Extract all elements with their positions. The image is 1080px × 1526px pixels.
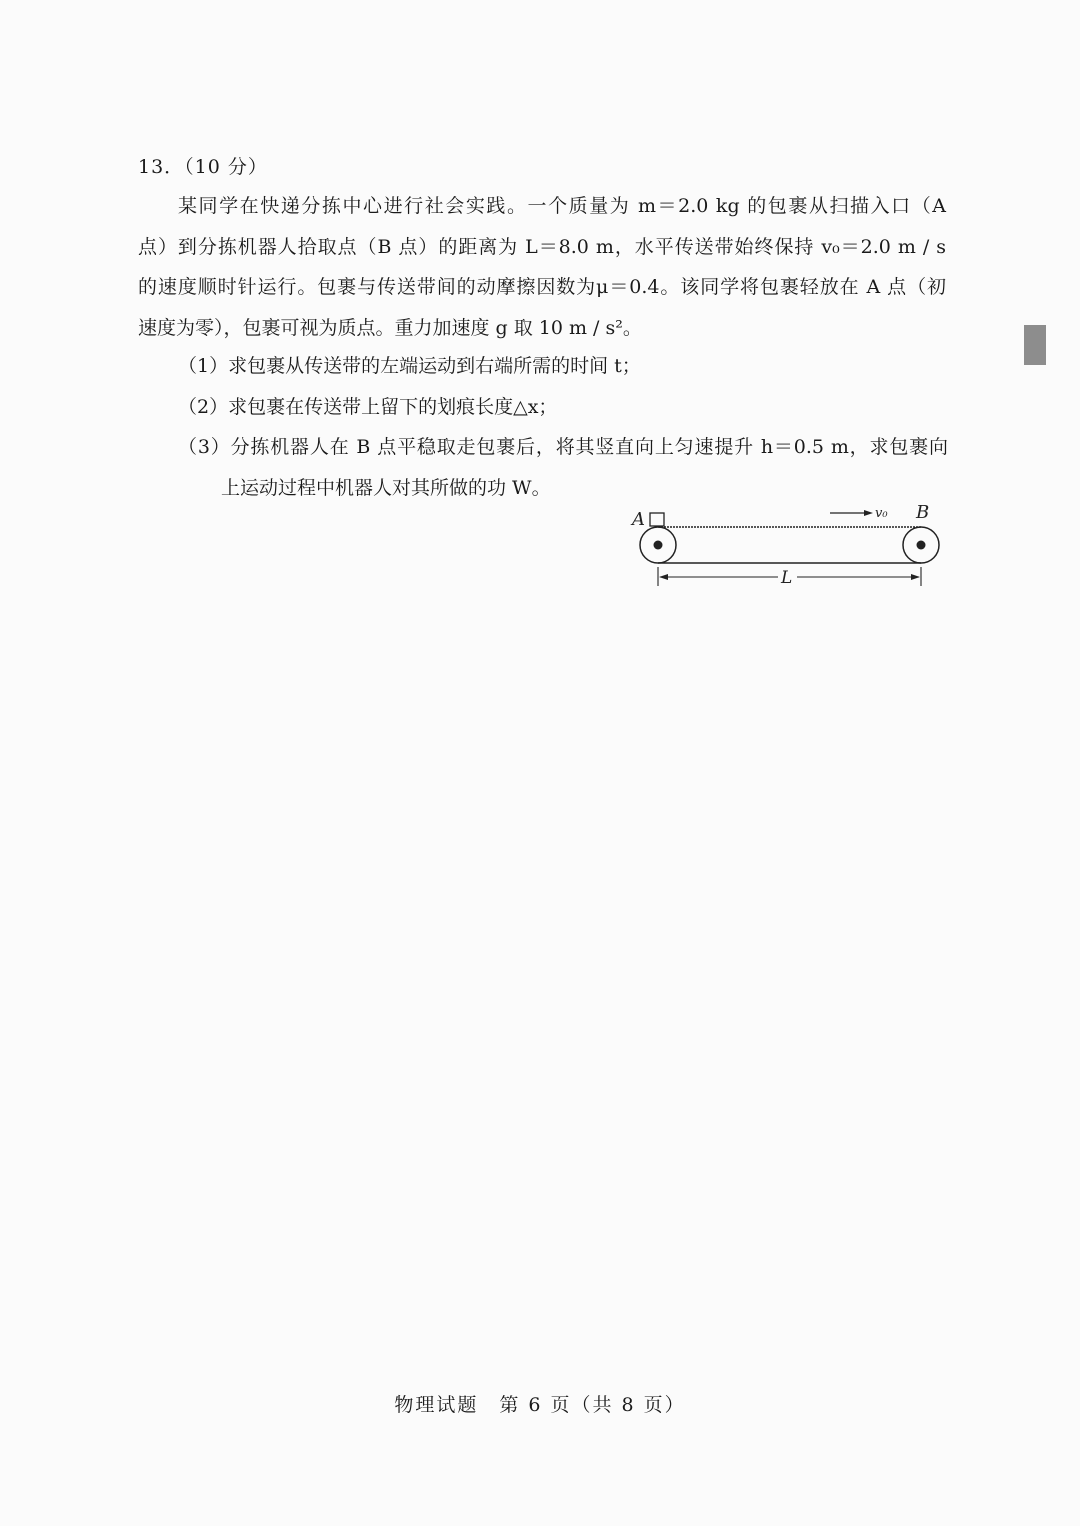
- page-edge-tab: [1024, 325, 1046, 365]
- sub-question-2: （2）求包裹在传送带上留下的划痕长度△x；: [178, 396, 558, 418]
- question-number: 13．（10 分）: [138, 156, 268, 178]
- sub-question-3-line-1: （3）分拣机器人在 B 点平稳取走包裹后，将其竖直向上匀速提升 h＝0.5 m，求包裹向: [178, 436, 948, 458]
- conveyor-belt-diagram: [625, 500, 955, 595]
- stem-line-4: 速度为零），包裹可视为质点。重力加速度 g 取 10 m / s²。: [138, 316, 642, 339]
- dimension-arrow-right-icon: [911, 574, 920, 580]
- right-pulley-axle: [917, 541, 926, 550]
- stem-line-1: 某同学在快递分拣中心进行社会实践。一个质量为 m＝2.0 kg 的包裹从扫描入口（A: [178, 195, 946, 217]
- package-box: [650, 513, 664, 526]
- question-stem: [138, 186, 946, 348]
- left-pulley-axle: [654, 541, 663, 550]
- sub-question-1: （1）求包裹从传送带的左端运动到右端所需的时间 t；: [178, 355, 641, 377]
- stem-line-3: 的速度顺时针运行。包裹与传送带间的动摩擦因数为μ＝0.4。该同学将包裹轻放在 A 点（初: [138, 276, 946, 298]
- sub-question-3: [178, 427, 948, 508]
- sub-question-3-line-2: 上运动过程中机器人对其所做的功 W。: [221, 476, 551, 499]
- label-b: B: [916, 502, 930, 523]
- label-l: L: [781, 568, 793, 588]
- stem-line-2: 点）到分拣机器人拾取点（B 点）的距离为 L＝8.0 m，水平传送带始终保持 v₀＝2.0 m / s: [138, 235, 946, 258]
- label-a: A: [632, 509, 645, 530]
- velocity-arrow-head-icon: [864, 510, 873, 516]
- label-v0: v₀: [875, 506, 888, 521]
- page-footer: 物理试题 第 6 页（共 8 页）: [394, 1394, 686, 1416]
- dimension-arrow-left-icon: [659, 574, 668, 580]
